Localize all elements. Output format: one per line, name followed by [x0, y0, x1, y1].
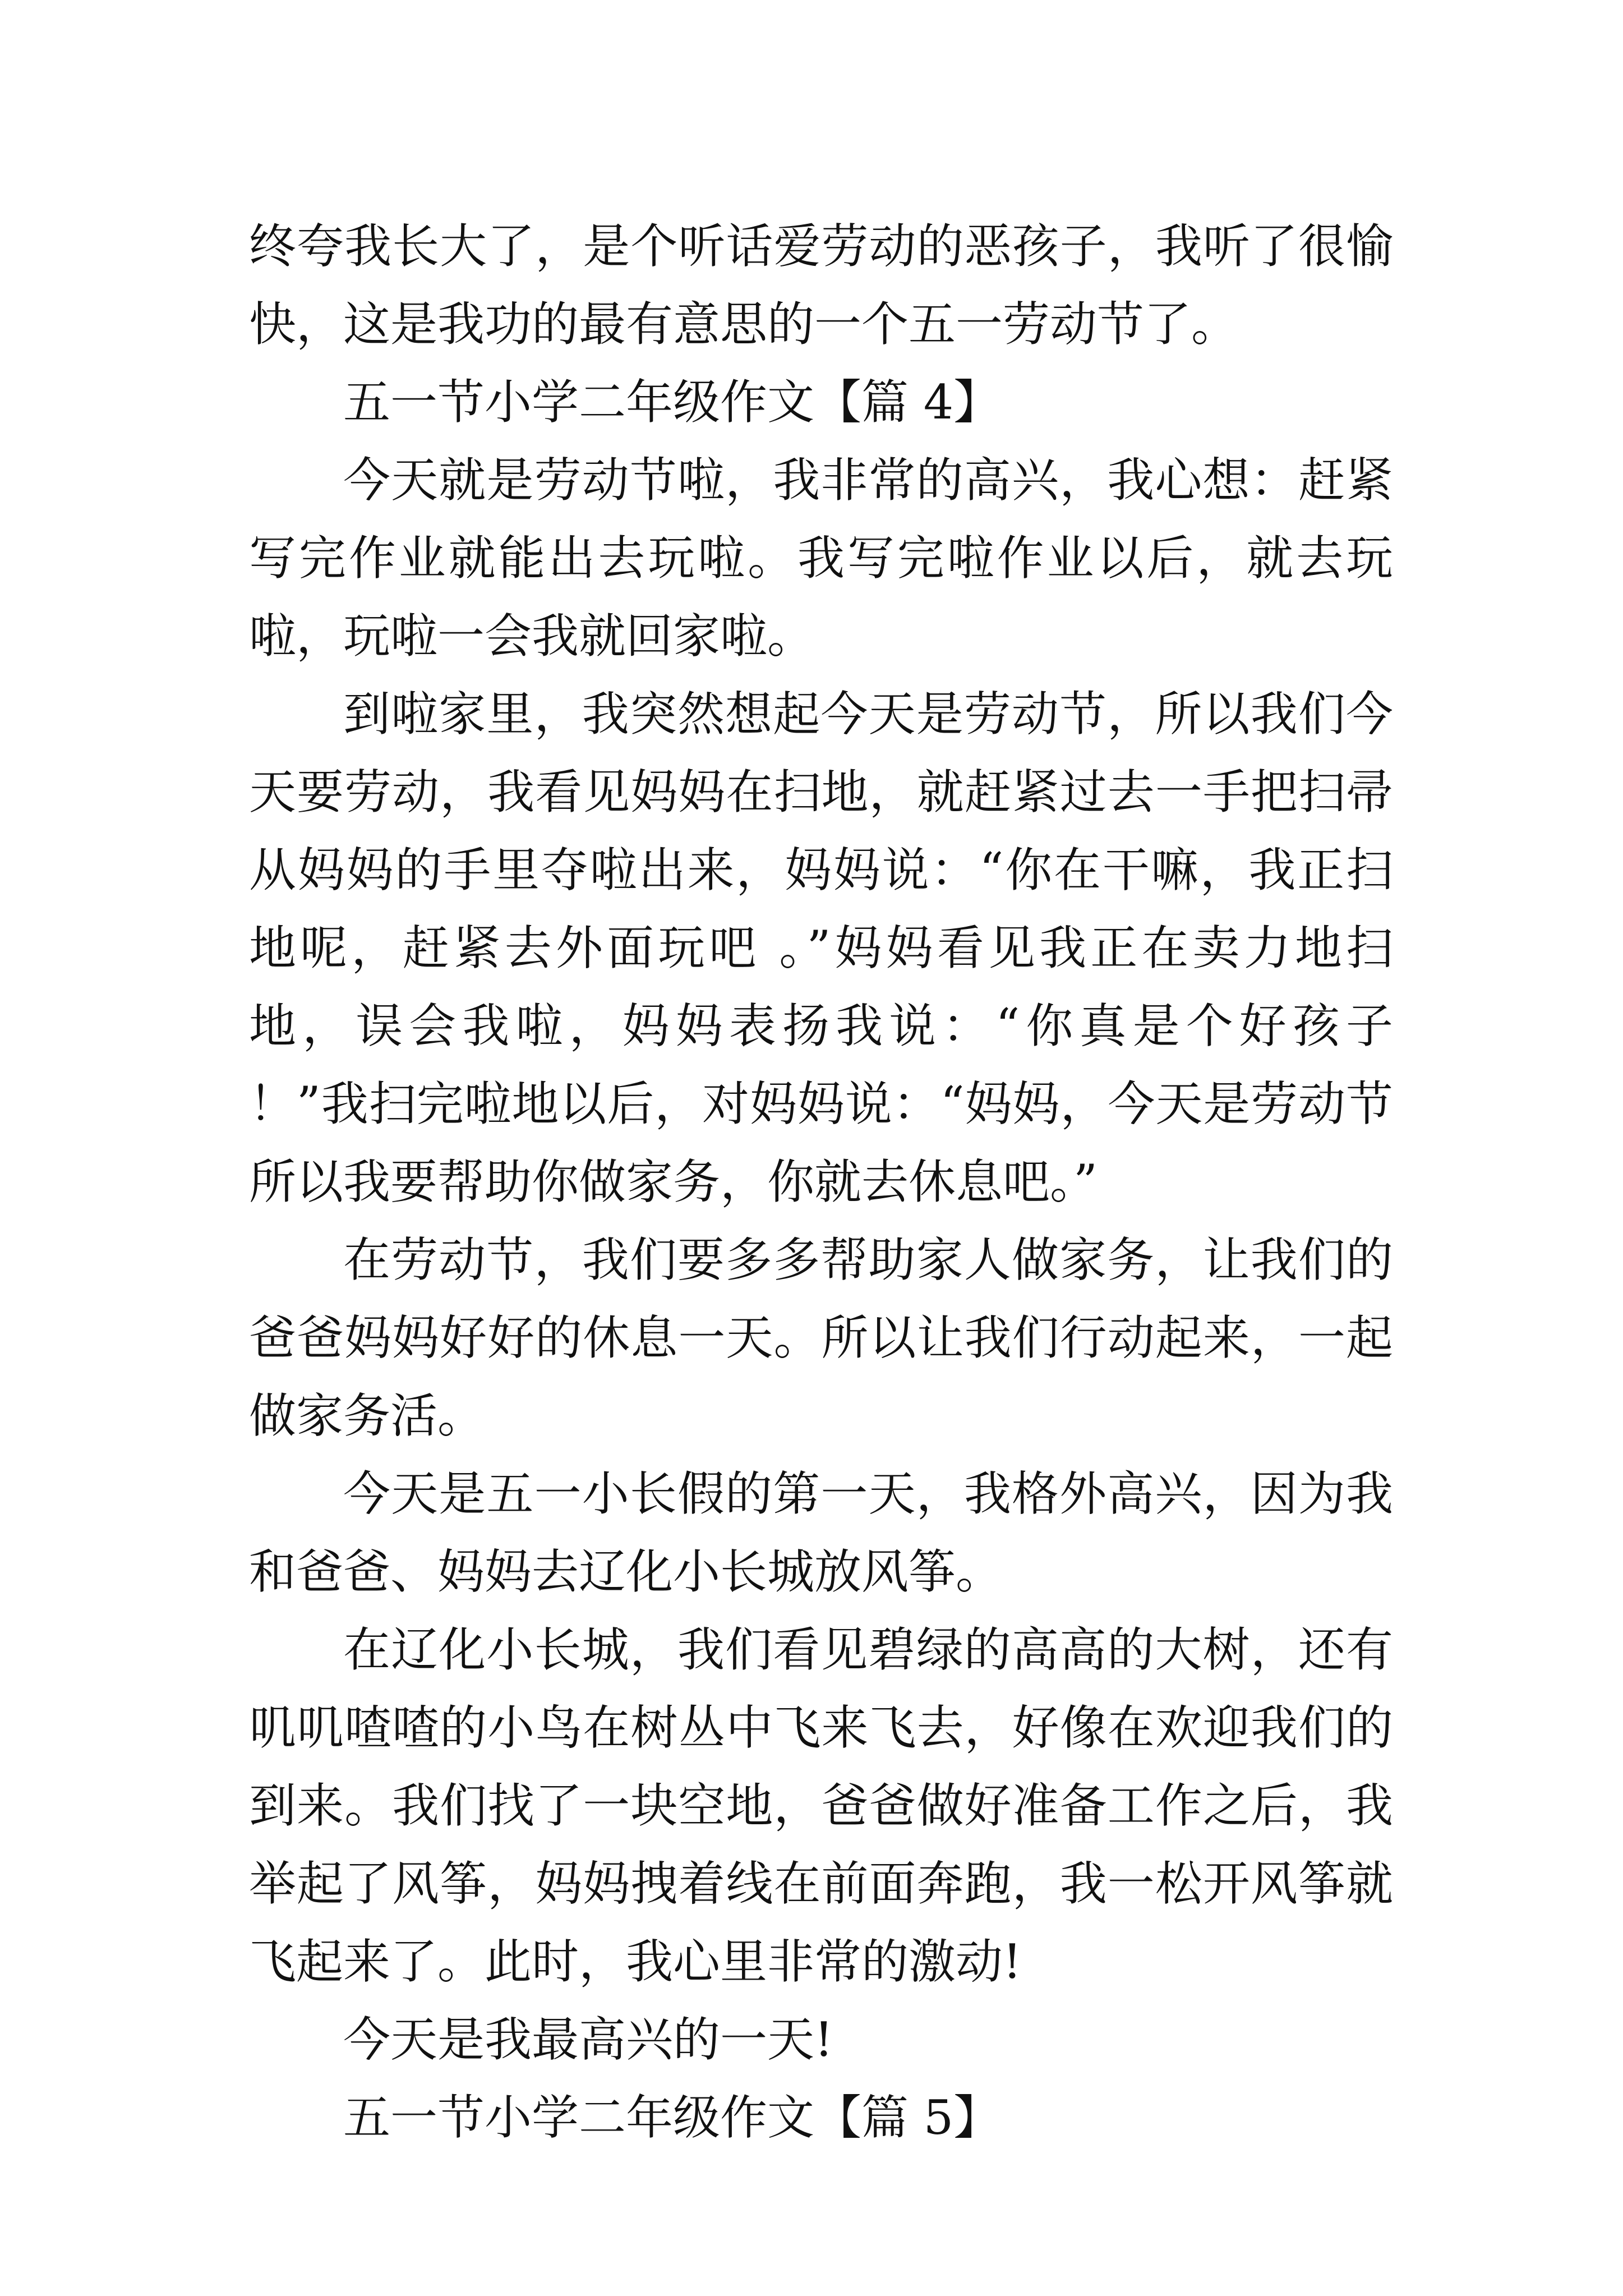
paragraph: 今天是五一小长假的第一天，我格外高兴，因为我和爸爸、妈妈去辽化小长城放风筝。	[249, 1466, 1393, 1599]
paragraph: 在辽化小长城，我们看见碧绿的高高的大树，还有叽叽喳喳的小鸟在树丛中飞来飞去，好像在欢迎我们的到来。我们找了一块空地，爸爸做好准备工作之后，我举起了风筝，妈妈拽着线在前面奔跑，我一松开风筝就飞起来了。此时，我心里非常的激动!	[249, 1622, 1393, 1989]
document-body	[249, 208, 1393, 2157]
paragraph-continuation: 终夸我长大了，是个听话爱劳动的恶孩子，我听了很愉快，这是我功的最有意思的一个五一劳动节了。	[249, 219, 1393, 352]
paragraph: 在劳动节，我们要多多帮助家人做家务，让我们的爸爸妈妈好好的休息一天。所以让我们行动起来，一起做家务活。	[249, 1232, 1393, 1443]
section-heading-5: 五一节小学二年级作文【篇 5】	[343, 2090, 1001, 2145]
paragraph: 今天是我最高兴的一天!	[343, 2012, 833, 2067]
paragraph: 今天就是劳动节啦，我非常的高兴，我心想：赶紧写完作业就能出去玩啦。我写完啦作业以后，就去玩啦，玩啦一会我就回家啦。	[249, 453, 1393, 664]
section-heading-4: 五一节小学二年级作文【篇 4】	[343, 375, 1001, 430]
paragraph: 到啦家里，我突然想起今天是劳动节，所以我们今天要劳动，我看见妈妈在扫地，就赶紧过去一手把扫帚从妈妈的手里夺啦出来，妈妈说：“你在干嘛，我正扫地呢，赶紧去外面玩吧 。”妈妈看见我正在卖力地扫地，误会我啦，妈妈表扬我说：“你真是个好孩子 ！”我扫完啦地以后，对妈妈说：“妈妈，今天是劳动节所以我要帮助你做家务，你就去休息吧。”	[249, 687, 1393, 1209]
